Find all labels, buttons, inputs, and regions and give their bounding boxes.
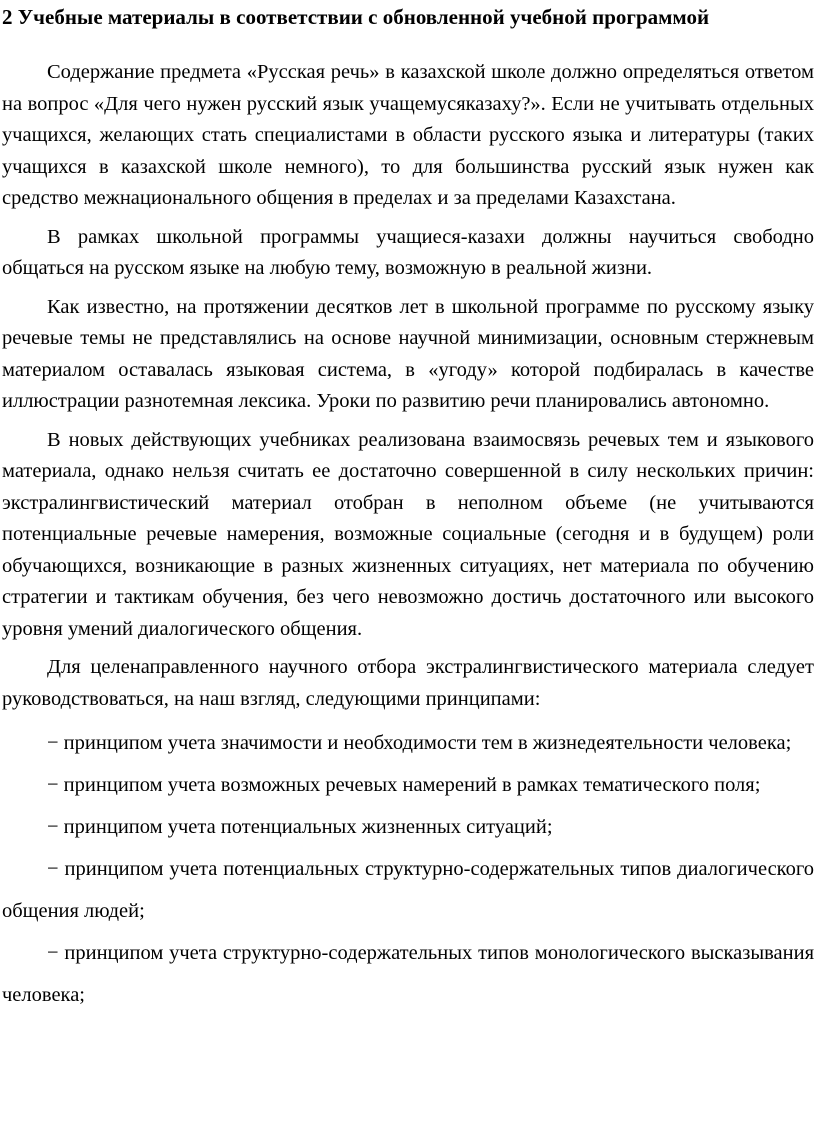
list-item: − принципом учета значимости и необходимости тем в жизнедеятельности человека; (47, 732, 792, 754)
document-title: 2 Учебные материалы в соответствии с обновленной учебной программой (2, 5, 710, 29)
principles-list (2, 722, 816, 1016)
paragraph-new-textbooks: В новых действующих учебниках реализована взаимосвязь речевых тем и языкового материала, однако нельзя считать ее достаточно совершенной в силу нескольких причин: экстралингвистический материал отобран в неполном объеме (не учитываются потенциальные речевые намерения, возможные социальные (сегодня и в будущем) роли обучающихся, возникающие в разных жизненных ситуациях, нет материала по обучению стратегии и тактикам обучения, без чего невозможно достичь достаточного или высокого уровня умений диалогического общения. (2, 428, 814, 640)
list-item: − принципом учета потенциальных структурно-содержательных типов диалогического общения людей; (2, 858, 814, 922)
paragraph-principles-lead: Для целенаправленного научного отбора экстралингвистического материала следует руководствоваться, на наш взгляд, следующими принципами: (2, 656, 814, 710)
paragraph-intro: Содержание предмета «Русская речь» в казахской школе должно определяться ответом на вопрос «Для чего нужен русский язык учащемусяказаху?». Если не учитывать отдельных учащихся, желающих стать специалистами в области русского языка и литературы (таких учащихся в казахской школе немного), то для большинства русский язык нужен как средство межнационального общения в пределах и за пределами Казахстана. (2, 61, 814, 209)
document-body (2, 57, 816, 1016)
paragraph-school-program: В рамках школьной программы учащиеся-казахи должны научиться свободно общаться на русском языке на любую тему, возможную в реальной жизни. (2, 225, 814, 279)
list-item: − принципом учета возможных речевых намерений в рамках тематического поля; (47, 774, 761, 796)
paragraph-history: Как известно, на протяжении десятков лет в школьной программе по русскому языку речевые темы не представлялись на основе научной минимизации, основным стержневым материалом оставалась языковая система, в «угоду» которой подбиралась в качестве иллюстрации разнотемная лексика. Уроки по развитию речи планировались автономно. (2, 295, 814, 412)
list-item: − принципом учета потенциальных жизненных ситуаций; (47, 816, 553, 838)
list-item: − принципом учета структурно-содержательных типов монологического высказывания человека; (2, 942, 814, 1006)
